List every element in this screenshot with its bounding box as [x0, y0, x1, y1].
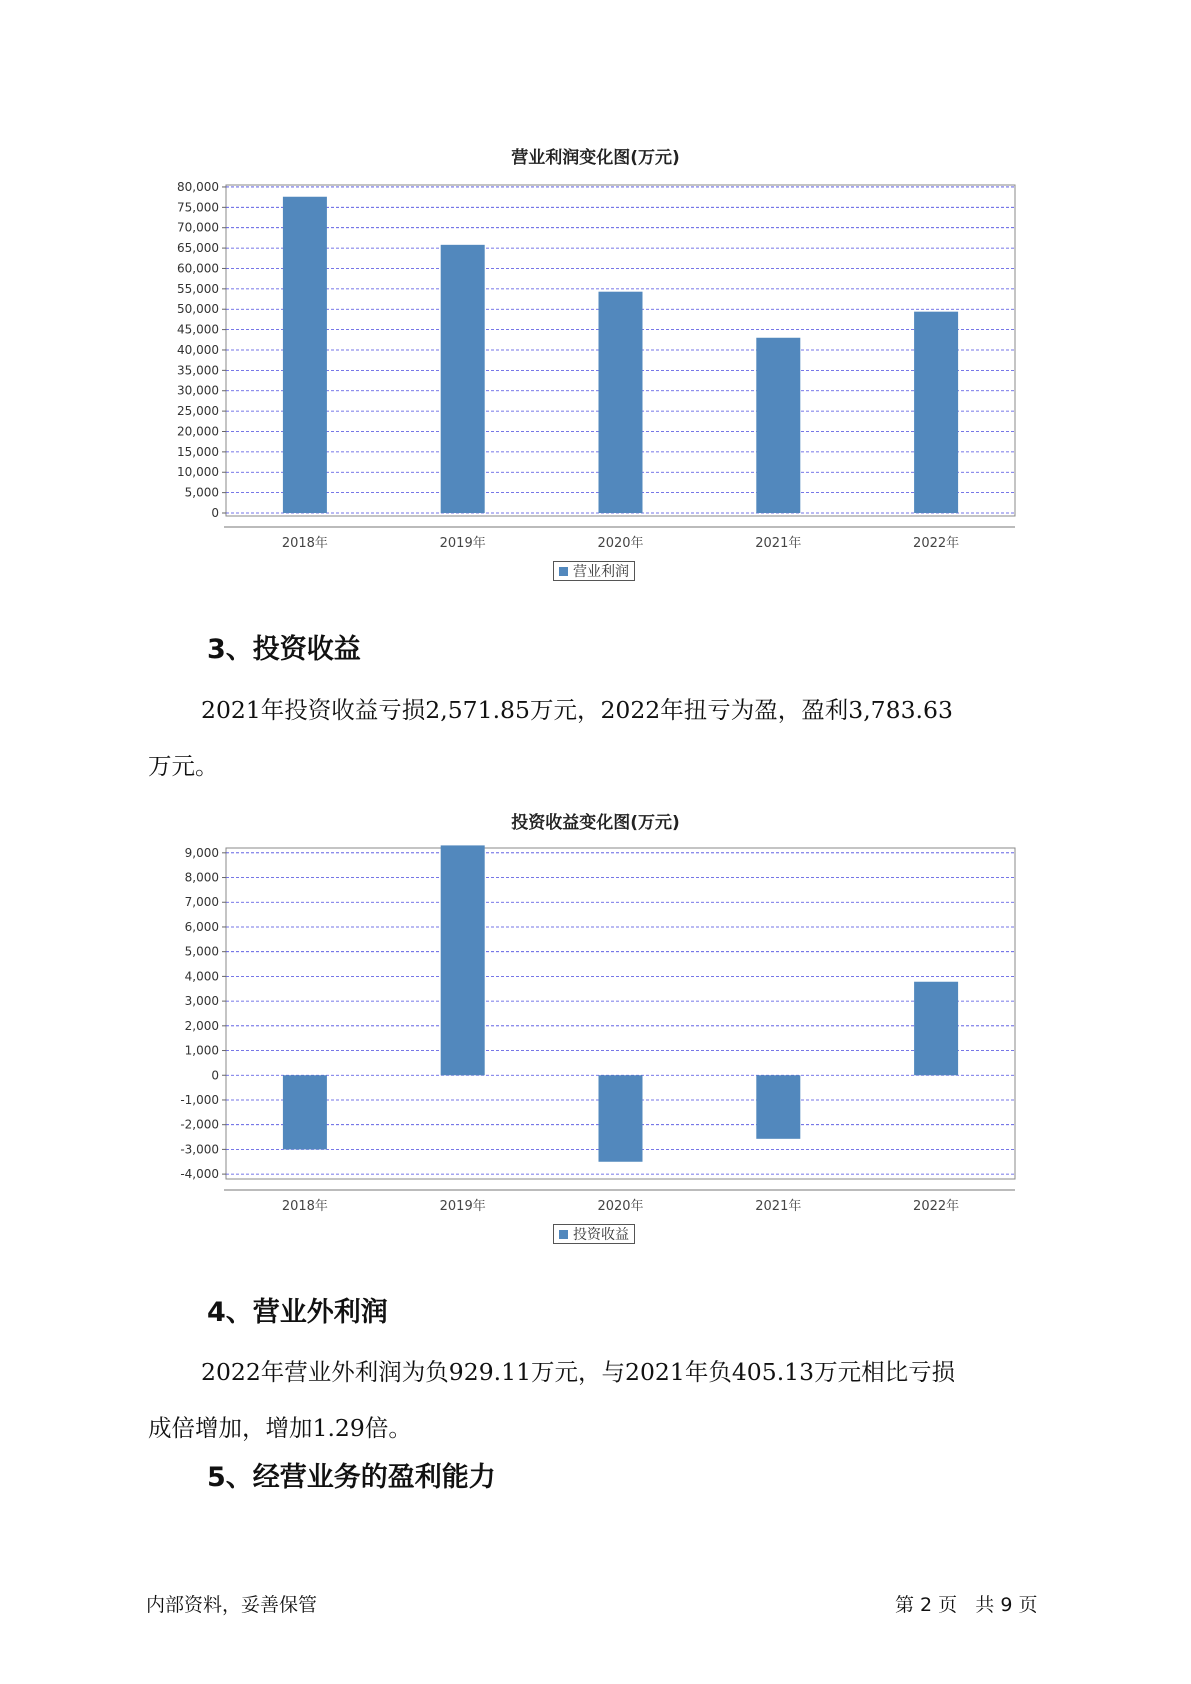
- y-tick-label: 6,000: [184, 919, 219, 934]
- y-tick-label: 10,000: [177, 465, 219, 480]
- y-tick-label: 55,000: [177, 281, 219, 296]
- bar: [914, 312, 958, 513]
- section-heading: 3、投资收益: [207, 634, 361, 665]
- y-tick-label: -2,000: [180, 1117, 219, 1132]
- y-tick-label: -3,000: [180, 1142, 219, 1157]
- y-tick-label: 75,000: [177, 200, 219, 215]
- y-tick-label: 30,000: [177, 383, 219, 398]
- paragraph: [148, 682, 1048, 794]
- bar: [441, 245, 485, 513]
- bar: [756, 1075, 800, 1139]
- y-tick-label: 40,000: [177, 342, 219, 357]
- x-category-label: 2018年: [281, 536, 328, 551]
- y-tick-label: 1,000: [184, 1043, 219, 1058]
- y-tick-label: 0: [211, 506, 219, 520]
- bar: [756, 338, 800, 513]
- chart-legend: [553, 1224, 635, 1244]
- y-tick-label: 80,000: [177, 180, 219, 194]
- paragraph: [148, 1344, 1048, 1456]
- y-tick-label: 5,000: [184, 485, 219, 500]
- chart-title: 营业利润变化图(万元): [511, 148, 680, 168]
- y-tick-label: 0: [211, 1068, 219, 1083]
- operating-profit-chart: [150, 180, 1020, 560]
- bar: [283, 197, 327, 513]
- y-tick-label: -1,000: [180, 1092, 219, 1107]
- y-tick-label: 5,000: [184, 944, 219, 959]
- x-category-label: 2020年: [597, 1199, 644, 1214]
- y-tick-label: 7,000: [184, 895, 219, 910]
- y-tick-label: 15,000: [177, 444, 219, 459]
- x-category-label: 2021年: [755, 536, 802, 551]
- x-category-label: 2022年: [913, 536, 960, 551]
- legend-swatch: [559, 567, 568, 576]
- legend-swatch: [559, 1230, 568, 1239]
- bar: [441, 845, 485, 1075]
- paragraph-line: 万元。: [148, 752, 219, 780]
- y-tick-label: 4,000: [184, 969, 219, 984]
- x-category-label: 2019年: [439, 1199, 486, 1214]
- section-heading: 5、经营业务的盈利能力: [207, 1462, 496, 1493]
- paragraph-line: 成倍增加，增加1.29倍。: [148, 1414, 412, 1442]
- bar: [914, 982, 958, 1076]
- legend-label: 投资收益: [573, 1227, 629, 1243]
- x-category-label: 2018年: [281, 1199, 328, 1214]
- y-tick-label: 3,000: [184, 994, 219, 1009]
- y-tick-label: 60,000: [177, 261, 219, 276]
- legend-label: 营业利润: [573, 564, 629, 580]
- investment-income-chart: [150, 843, 1020, 1223]
- y-tick-label: 70,000: [177, 220, 219, 235]
- bar: [599, 1075, 643, 1162]
- y-tick-label: 9,000: [184, 845, 219, 860]
- x-category-label: 2020年: [597, 536, 644, 551]
- y-tick-label: 2,000: [184, 1018, 219, 1033]
- y-tick-label: 8,000: [184, 870, 219, 885]
- y-tick-label: 45,000: [177, 322, 219, 337]
- chart-title: 投资收益变化图(万元): [511, 813, 680, 833]
- y-tick-label: 25,000: [177, 404, 219, 419]
- x-category-label: 2019年: [439, 536, 486, 551]
- x-category-label: 2021年: [755, 1199, 802, 1214]
- footer-page-number: 第 2 页 共 9 页: [895, 1594, 1038, 1616]
- chart-legend: [553, 561, 635, 581]
- paragraph-line: 2021年投资收益亏损2,571.85万元，2022年扭亏为盈，盈利3,783.63: [201, 696, 953, 724]
- paragraph-line: 2022年营业外利润为负929.11万元，与2021年负405.13万元相比亏损: [201, 1358, 956, 1386]
- footer-confidential: 内部资料，妥善保管: [146, 1594, 318, 1616]
- y-tick-label: 65,000: [177, 241, 219, 256]
- y-tick-label: 35,000: [177, 363, 219, 378]
- y-tick-label: 50,000: [177, 302, 219, 317]
- bar: [599, 292, 643, 513]
- y-tick-label: 20,000: [177, 424, 219, 439]
- section-heading: 4、营业外利润: [207, 1297, 388, 1328]
- bar: [283, 1075, 327, 1149]
- x-category-label: 2022年: [913, 1199, 960, 1214]
- y-tick-label: -4,000: [180, 1167, 219, 1182]
